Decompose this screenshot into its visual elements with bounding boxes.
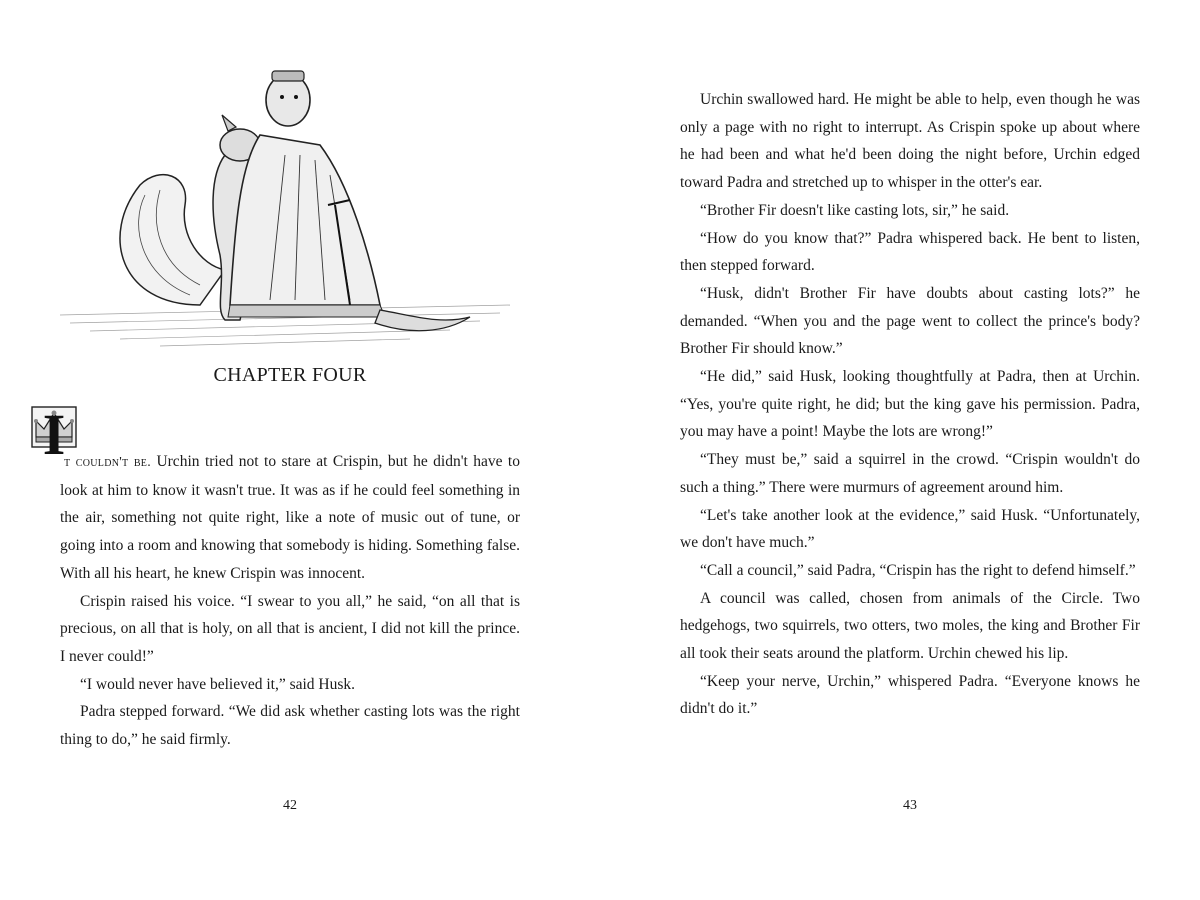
paragraph: “They must be,” said a squirrel in the crowd. “Crispin wouldn't do such a thing.” There were murmurs of agreement around him.	[680, 451, 1140, 496]
paragraph: Padra stepped forward. “We did ask whether casting lots was the right thing to do,” he said firmly.	[60, 703, 520, 749]
paragraph: “Husk, didn't Brother Fir have doubts about casting lots?” he demanded. “When you and the page went to collect the prince's body? Brother Fir should know.”	[680, 284, 1140, 358]
paragraph: A council was called, chosen from animals of the Circle. Two hedgehogs, two squirrels, two otters, two moles, the king and Brother Fir all took their seats around the platform. Urchin chewed his lip.	[680, 589, 1140, 663]
right-body-text	[680, 86, 1140, 723]
paragraph: t couldn't be. Urchin tried not to stare at Crispin, but he didn't have to look at him to know it wasn't true. It was as if he could feel something in the air, something not quite right, like a note of music out of tune, or going into a room and knowing that somebody is hiding. Something false. With all his heart, he knew Crispin was innocent.	[60, 453, 520, 582]
paragraph: “Brother Fir doesn't like casting lots, sir,” he said.	[700, 201, 1010, 219]
otter-and-squirrel-illustration	[50, 55, 520, 355]
paragraph: “Let's take another look at the evidence,” said Husk. “Unfortunately, we don't have much.”	[680, 506, 1140, 552]
paragraph: “How do you know that?” Padra whispered back. He bent to listen, then stepped forward.	[680, 229, 1140, 275]
paragraph: “I would never have believed it,” said Husk.	[80, 675, 356, 693]
page-number: 42	[283, 798, 297, 813]
drop-cap-letter: I	[42, 402, 66, 467]
paragraph: “Keep your nerve, Urchin,” whispered Padra. “Everyone knows he didn't do it.”	[680, 672, 1140, 718]
paragraph: “Call a council,” said Padra, “Crispin has the right to defend himself.”	[700, 561, 1136, 579]
left-body-text	[60, 448, 520, 754]
paragraph: Crispin raised his voice. “I swear to you all,” he said, “on all that is precious, on all that is holy, on all that is ancient, I did not kill the prince. I never could!”	[60, 592, 520, 665]
opening-small-caps: t couldn't be.	[64, 455, 152, 470]
chapter-title: CHAPTER FOUR	[213, 364, 367, 386]
paragraph: Urchin swallowed hard. He might be able to help, even though he was only a page with no right to interrupt. As Crispin spoke up about where he had been and what he'd been doing the night before, Urchin edged toward Padra and stretched up to whisper in the otter's ear.	[680, 91, 1140, 192]
right-page	[600, 0, 1200, 900]
paragraph: “He did,” said Husk, looking thoughtfully at Padra, then at Urchin. “Yes, you're quite right, he did; but the king gave his permission. Padra, you may have a point! Maybe the lots are wrong!”	[680, 368, 1140, 441]
page-number: 43	[903, 798, 917, 813]
